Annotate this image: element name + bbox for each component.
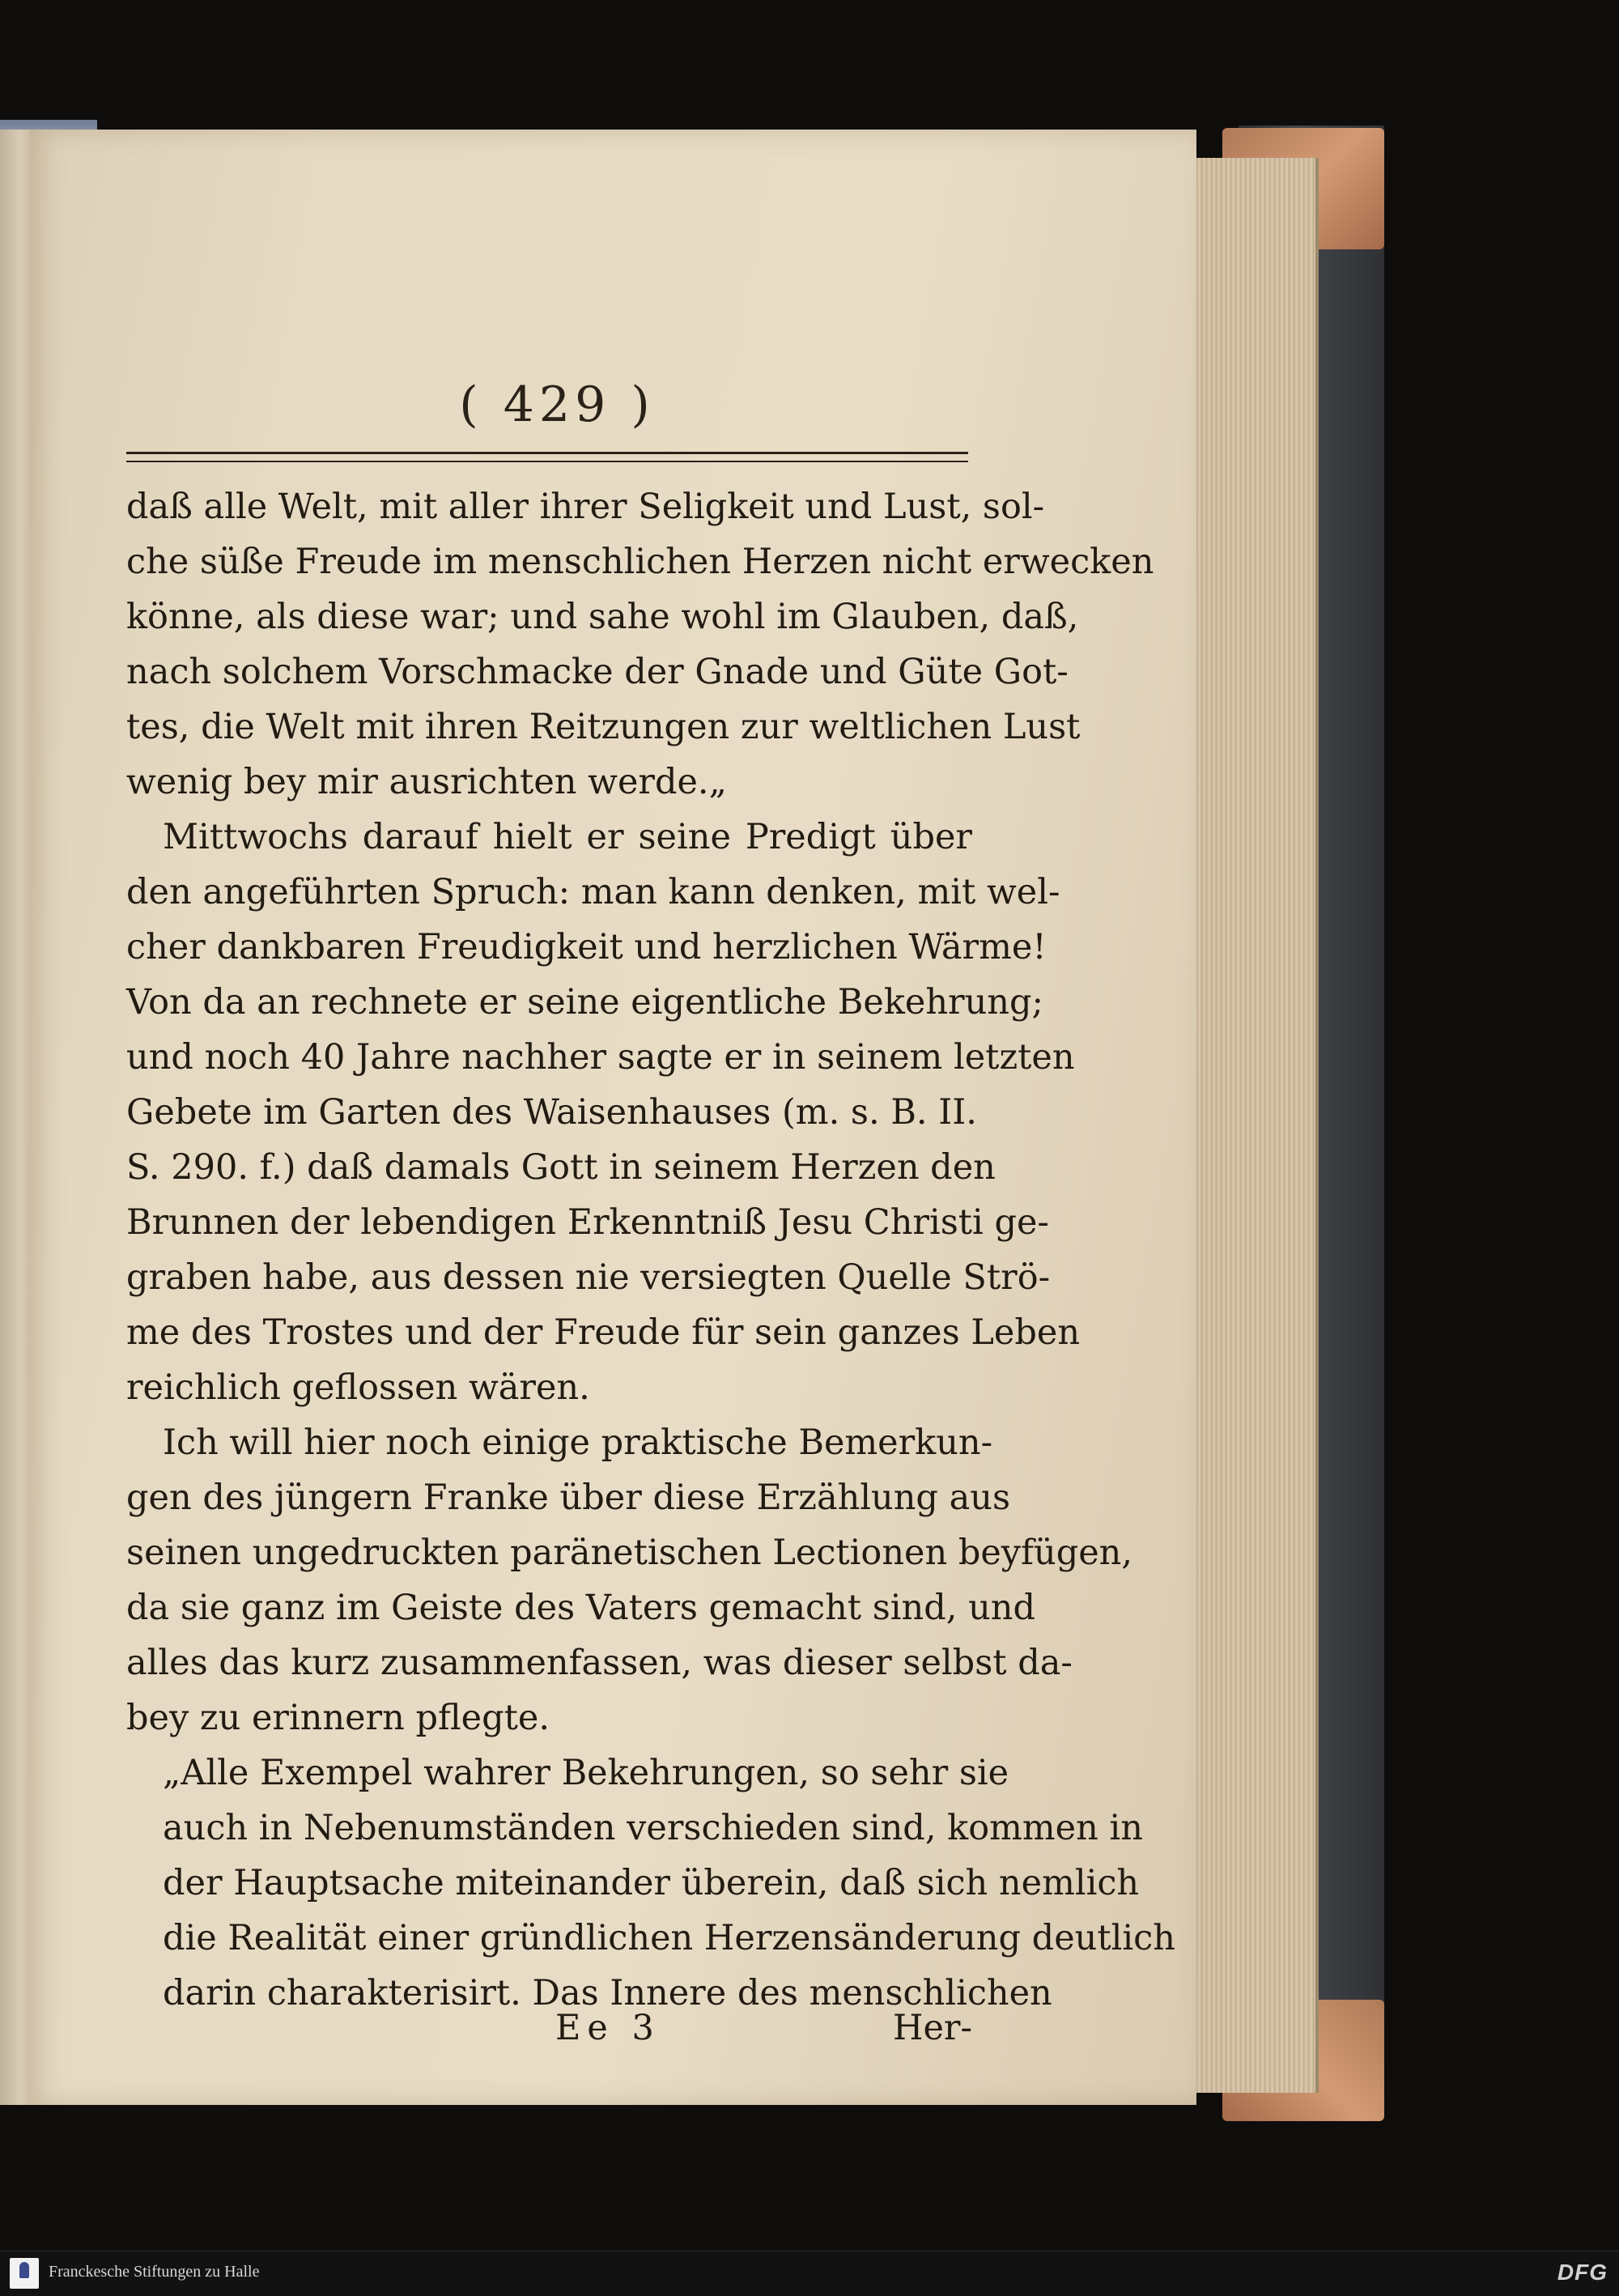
text-line: Gebete im Garten des Waisenhauses (m. s. B. II.: [126, 1092, 977, 1133]
text-line: gen des jüngern Franke über diese Erzählung aus: [126, 1478, 1011, 1518]
text-line: „Alle Exempel wahrer Bekehrungen, so sehr sie: [163, 1753, 1009, 1793]
text-line: S. 290. f.) daß damals Gott in seinem Herzen den: [126, 1147, 996, 1188]
text-line: Mittwochs darauf hielt er seine Predigt über: [163, 817, 972, 857]
text-line: Ich will hier noch einige praktische Bemerkun-: [163, 1422, 993, 1463]
text-line: tes, die Welt mit ihren Reitzungen zur weltlichen Lust: [126, 707, 1081, 747]
text-line: alles das kurz zusammenfassen, was dieser selbst da-: [126, 1643, 1073, 1683]
text-line: die Realität einer gründlichen Herzensänderung deutlich: [163, 1918, 1175, 1958]
text-line: che süße Freude im menschlichen Herzen nicht erwecken: [126, 542, 1154, 582]
text-line: Von da an rechnete er seine eigentliche Bekehrung;: [126, 982, 1043, 1023]
text-line: und noch 40 Jahre nachher sagte er in seinem letzten: [126, 1037, 1075, 1078]
text-line: auch in Nebenumständen verschieden sind, kommen in: [163, 1808, 1143, 1848]
text-line: darin charakterisirt. Das Innere des menschlichen: [163, 1973, 1052, 2013]
signature-mark: Ee 3: [555, 2008, 661, 2048]
text-line: könne, als diese war; und sahe wohl im Glauben, daß,: [126, 597, 1079, 637]
text-line: cher dankbaren Freudigkeit und herzlichen Wärme!: [126, 927, 1047, 967]
institution-logo-icon[interactable]: [10, 2258, 39, 2289]
header-rule: [126, 452, 968, 462]
text-line: den angeführten Spruch: man kann denken, mit wel-: [126, 872, 1060, 912]
text-line: der Hauptsache miteinander überein, daß sich nemlich: [163, 1863, 1140, 1903]
page-edges: [1178, 158, 1319, 2093]
text-line: wenig bey mir ausrichten werde.„: [126, 762, 727, 802]
footer-bar: [0, 2251, 1619, 2296]
catchword: Her-: [892, 2008, 972, 2048]
book-page: [31, 130, 1196, 2105]
text-line: bey zu erinnern pflegte.: [126, 1698, 550, 1738]
text-line: reichlich geflossen wären.: [126, 1367, 590, 1408]
text-line: graben habe, aus dessen nie versiegten Quelle Strö-: [126, 1257, 1051, 1298]
text-line: me des Trostes und der Freude für sein ganzes Leben: [126, 1312, 1081, 1353]
text-line: daß alle Welt, mit aller ihrer Seligkeit und Lust, sol-: [126, 487, 1045, 527]
text-line: Brunnen der lebendigen Erkenntniß Jesu Christi ge-: [126, 1202, 1049, 1243]
institution-name[interactable]: Franckesche Stiftungen zu Halle: [49, 2263, 260, 2281]
page-footer-line: [126, 2008, 972, 2056]
text-line: nach solchem Vorschmacke der Gnade und Güte Got-: [126, 652, 1069, 692]
text-line: seinen ungedruckten paränetischen Lectionen beyfügen,: [126, 1533, 1133, 1573]
text-line: da sie ganz im Geiste des Vaters gemacht sind, und: [126, 1588, 1036, 1628]
dfg-logo[interactable]: DFG: [1557, 2260, 1608, 2285]
page-number: ( 429 ): [459, 376, 655, 433]
page-text: [126, 479, 1175, 2021]
